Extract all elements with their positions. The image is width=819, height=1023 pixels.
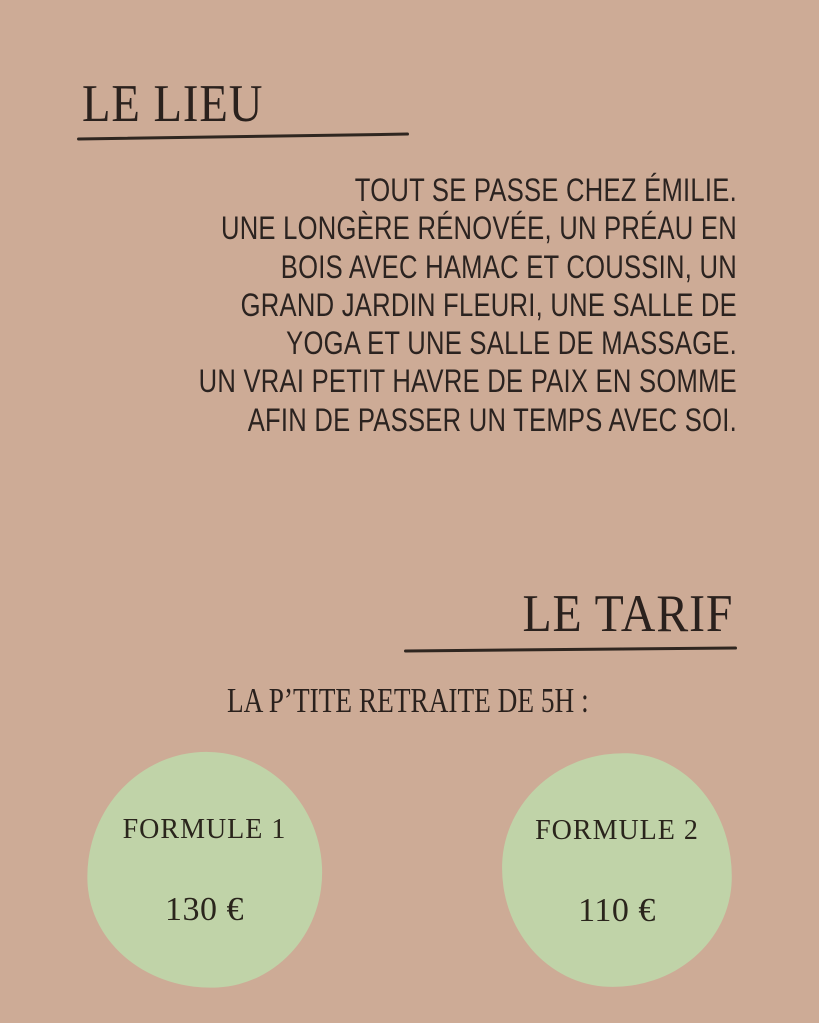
lieu-description-line: AFIN DE PASSER UN TEMPS AVEC SOI. [247,401,738,438]
formule-2-name: FORMULE 2 [535,815,699,846]
tarif-offer-subtitle: LA P’TITE RETRAITE DE 5H : [227,681,589,720]
formule-1-price: 130 € [165,891,244,928]
formule-2-price: 110 € [578,892,656,929]
formule-1-content [87,752,322,988]
lieu-description-line: GRAND JARDIN FLEURI, UNE SALLE DE [240,286,737,323]
lieu-description-line: UN VRAI PETIT HAVRE DE PAIX EN SOMME [198,363,737,400]
lieu-description-line: UNE LONGÈRE RÉNOVÉE, UN PRÉAU EN [220,210,737,247]
lieu-description-line: BOIS AVEC HAMAC ET COUSSIN, UN [280,248,737,285]
formule-1-blob [81,746,328,994]
lieu-description-line: YOGA ET UNE SALLE DE MASSAGE. [286,325,737,362]
lieu-underline-decoration [77,133,409,140]
tarif-section-title: LE TARIF [522,585,733,643]
formule-1-name: FORMULE 1 [122,814,287,845]
lieu-description-line: TOUT SE PASSE CHEZ ÉMILIE. [354,172,737,208]
formule-2-content [502,753,732,987]
lieu-description [199,171,737,439]
lieu-section-title: LE LIEU [82,75,264,133]
formule-2-blob [498,749,736,991]
tarif-underline-decoration [404,647,737,652]
